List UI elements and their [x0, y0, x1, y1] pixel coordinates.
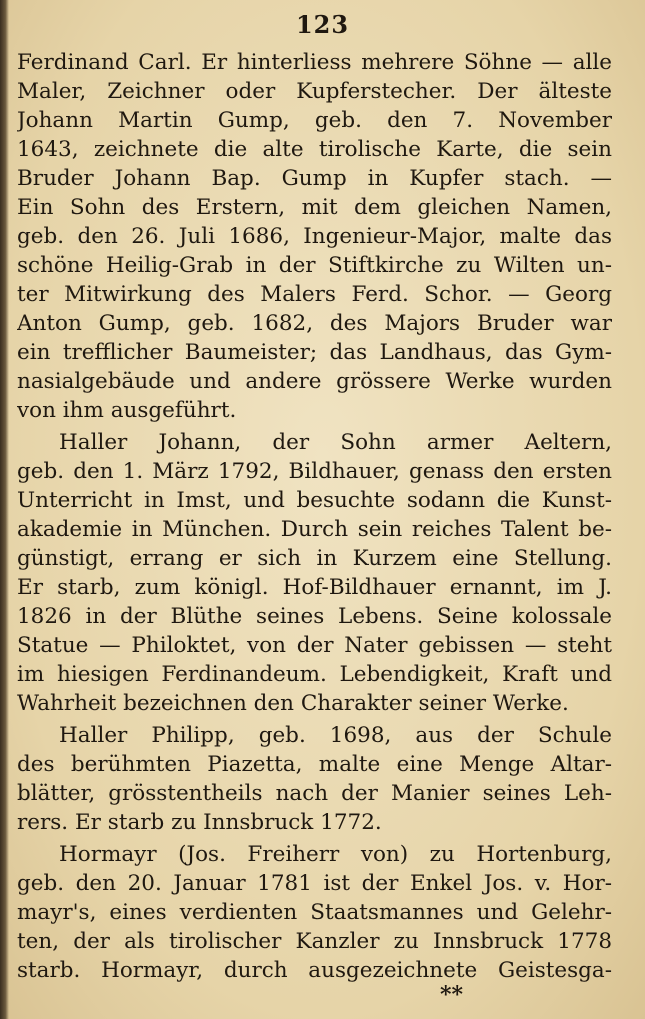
- text-line: Haller Johann, der Sohn armer Aeltern,: [59, 430, 612, 455]
- text-line: ten, der als tirolischer Kanzler zu Innsbruck 1778: [17, 929, 612, 954]
- text-line: ein trefflicher Baumeister; das Landhaus, das Gym-: [17, 340, 612, 365]
- text-line: 1643, zeichnete die alte tirolische Karte, die sein: [17, 137, 612, 162]
- text-line: Statue — Philoktet, von der Nater gebissen — steht: [17, 633, 612, 658]
- text-line: im hiesigen Ferdinandeum. Lebendigkeit, Kraft und: [17, 662, 612, 687]
- text-line: geb. den 26. Juli 1686, Ingenieur-Major, malte das: [17, 224, 612, 249]
- text-line: mayr's, eines verdienten Staatsmannes und Gelehr-: [17, 900, 612, 925]
- text-line: Wahrheit bezeichnen den Charakter seiner Werke.: [17, 691, 569, 716]
- text-line: Johann Martin Gump, geb. den 7. November: [17, 108, 612, 133]
- text-line: Hormayr (Jos. Freiherr von) zu Hortenburg,: [59, 842, 612, 867]
- text-line: akademie in München. Durch sein reiches Talent be-: [17, 517, 612, 542]
- text-line: starb. Hormayr, durch ausgezeichnete Geistesga-: [17, 958, 612, 983]
- text-line: schöne Heilig-Grab in der Stiftkirche zu Wilten un-: [17, 253, 612, 278]
- body-text: [17, 48, 612, 985]
- text-line: rers. Er starb zu Innsbruck 1772.: [17, 810, 382, 835]
- text-line: von ihm ausgeführt.: [17, 398, 237, 423]
- text-line: Ein Sohn des Erstern, mit dem gleichen Namen,: [17, 195, 612, 220]
- text-line: geb. den 1. März 1792, Bildhauer, genass den ersten: [17, 459, 612, 484]
- page-number: 123: [295, 10, 350, 39]
- text-line: des berühmten Piazetta, malte eine Menge Altar-: [17, 752, 612, 777]
- text-line: nasialgebäude und andere grössere Werke wurden: [17, 369, 612, 394]
- text-line: Maler, Zeichner oder Kupferstecher. Der älteste: [17, 79, 612, 104]
- text-line: ter Mitwirkung des Malers Ferd. Schor. — Georg: [17, 282, 612, 307]
- text-line: Bruder Johann Bap. Gump in Kupfer stach. —: [17, 166, 612, 191]
- text-line: Haller Philipp, geb. 1698, aus der Schule: [59, 723, 612, 748]
- text-line: Er starb, zum königl. Hof-Bildhauer ernannt, im J.: [17, 575, 612, 600]
- text-line: geb. den 20. Januar 1781 ist der Enkel Jos. v. Hor-: [17, 871, 612, 896]
- signature-mark: **: [440, 982, 464, 1008]
- text-line: Unterricht in Imst, und besuchte sodann die Kunst-: [17, 488, 612, 513]
- text-line: günstigt, errang er sich in Kurzem eine Stellung.: [17, 546, 612, 571]
- text-line: 1826 in der Blüthe seines Lebens. Seine kolossale: [17, 604, 612, 629]
- binding-edge: [0, 0, 9, 1019]
- text-line: Ferdinand Carl. Er hinterliess mehrere Söhne — alle: [17, 50, 612, 75]
- text-line: blätter, grösstentheils nach der Manier seines Leh-: [17, 781, 612, 806]
- text-line: Anton Gump, geb. 1682, des Majors Bruder war: [17, 311, 612, 336]
